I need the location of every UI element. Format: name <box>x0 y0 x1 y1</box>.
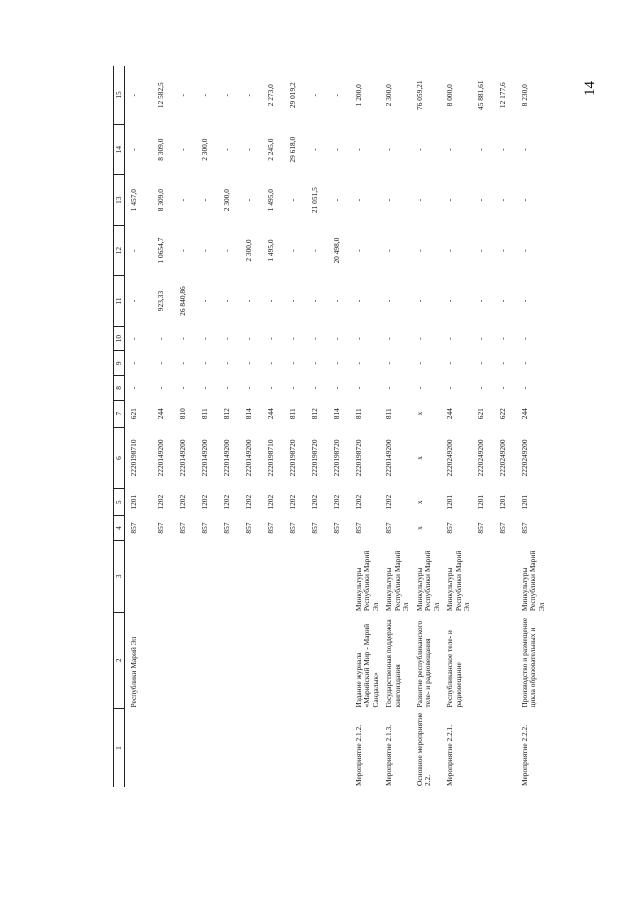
cell-col-13: - <box>497 198 507 202</box>
cell-col-12: - <box>414 249 424 252</box>
cell-col-13: 1 495,0 <box>265 189 275 212</box>
cell-col-2 <box>494 612 516 708</box>
cell-col-12: - <box>129 249 138 252</box>
cell-col-6: x <box>414 456 424 460</box>
col-header: 3 <box>114 540 125 612</box>
cell-col-10: - <box>384 337 394 340</box>
cell-col-11: - <box>221 299 231 303</box>
cell-col-7: 621 <box>129 408 138 420</box>
cell-col-3: Минкультуры Республики Марий Эл <box>519 550 546 612</box>
cell-col-4: 857 <box>177 522 187 534</box>
cell-col-15: - <box>221 93 231 97</box>
cell-col-4: 857 <box>475 522 485 534</box>
cell-col-10: - <box>221 337 231 340</box>
cell-col-8: - <box>287 386 297 390</box>
cell-col-3 <box>262 540 284 612</box>
cell-col-13: - <box>177 198 187 202</box>
cell-col-8: - <box>475 386 485 390</box>
cell-col-7: 244 <box>519 408 529 420</box>
cell-col-9: - <box>519 362 529 365</box>
cell-col-13: - <box>199 198 209 202</box>
cell-col-2: Издание журнала «Марийский Мир - Марий Сандалык» <box>353 623 380 708</box>
cell-col-2: Государственная поддержка книгоиздания <box>384 619 402 708</box>
cell-col-8: - <box>519 386 529 390</box>
cell-col-14: - <box>177 148 187 151</box>
cell-col-9: - <box>414 362 424 365</box>
cell-col-15: 2 300,0 <box>384 84 394 107</box>
cell-col-12: - <box>221 249 231 252</box>
cell-col-7: 811 <box>287 408 297 420</box>
cell-col-7: 814 <box>243 408 253 420</box>
cell-col-8: - <box>243 386 253 390</box>
cell-col-15: - <box>309 93 319 97</box>
cell-col-11: - <box>129 299 138 303</box>
table-row <box>328 66 350 787</box>
cell-col-3: Минкультуры Республики Марий Эл <box>384 550 411 612</box>
cell-col-14: - <box>353 148 363 151</box>
cell-col-4: 857 <box>221 522 231 534</box>
cell-col-15: - <box>199 93 209 97</box>
cell-col-8: - <box>384 386 394 390</box>
cell-col-12: - <box>384 249 394 252</box>
cell-col-12: - <box>497 249 507 252</box>
cell-col-1 <box>218 709 240 787</box>
cell-col-7: 811 <box>199 408 209 420</box>
budget-table <box>113 66 546 787</box>
cell-col-5: 1202 <box>287 494 297 510</box>
cell-col-5: 1201 <box>519 494 529 510</box>
cell-col-15: 12 177,6 <box>497 82 507 109</box>
cell-col-2 <box>174 612 196 708</box>
col-header: 10 <box>114 326 125 351</box>
col-header: 4 <box>114 516 125 541</box>
cell-col-2 <box>284 612 306 708</box>
cell-col-1 <box>328 709 350 787</box>
cell-col-6: 2220149200 <box>177 439 187 477</box>
cell-col-4: 857 <box>155 522 165 534</box>
cell-col-13: 2 300,0 <box>221 189 231 212</box>
cell-col-14: 8 309,0 <box>155 138 165 161</box>
cell-col-12: - <box>177 249 187 252</box>
cell-col-15: - <box>331 93 341 97</box>
cell-col-5: 1201 <box>475 494 485 510</box>
cell-col-8: - <box>309 386 319 390</box>
col-header: 9 <box>114 351 125 376</box>
table-row <box>306 66 328 787</box>
cell-col-3: Минкультуры Республики Марий Эл <box>353 550 380 612</box>
col-header: 5 <box>114 489 125 516</box>
cell-col-11: - <box>199 299 209 303</box>
cell-col-3 <box>196 540 218 612</box>
cell-col-2 <box>472 612 494 708</box>
col-header: 8 <box>114 376 125 401</box>
cell-col-12: - <box>519 249 529 252</box>
cell-col-1 <box>262 709 284 787</box>
cell-col-6: 2220249200 <box>475 439 485 477</box>
cell-col-9: - <box>177 362 187 365</box>
col-header: 7 <box>114 400 125 427</box>
cell-col-9: - <box>287 362 297 365</box>
cell-col-12: 20 498,0 <box>331 237 341 264</box>
cell-col-15: - <box>243 93 253 97</box>
cell-col-14: - <box>309 148 319 151</box>
col-header: 6 <box>114 427 125 489</box>
cell-col-12: - <box>353 249 363 252</box>
cell-col-12: 2 300,0 <box>243 239 253 262</box>
cell-col-9: - <box>353 362 363 365</box>
cell-col-11: - <box>331 299 341 303</box>
cell-col-6: 2220198710 <box>129 439 138 477</box>
cell-col-11: - <box>445 299 455 303</box>
cell-col-10: - <box>445 337 455 340</box>
cell-col-8: - <box>129 386 138 390</box>
cell-col-4: 857 <box>199 522 209 534</box>
cell-col-8: - <box>177 386 187 390</box>
cell-col-12: 1 0654,7 <box>155 237 165 264</box>
table-row <box>174 66 196 787</box>
cell-col-10: - <box>155 337 165 340</box>
cell-col-3 <box>306 540 328 612</box>
cell-col-15: 45 881,61 <box>475 80 485 110</box>
cell-col-3 <box>494 540 516 612</box>
cell-col-15: 29 019,2 <box>287 82 297 109</box>
table-row <box>350 66 381 787</box>
header-row <box>114 66 125 787</box>
cell-col-9: - <box>475 362 485 365</box>
cell-col-8: - <box>445 386 455 390</box>
cell-col-10: - <box>353 337 363 340</box>
cell-col-10: - <box>199 337 209 340</box>
cell-col-5: 1202 <box>384 494 394 510</box>
cell-col-5: 1202 <box>353 494 363 510</box>
cell-col-14: 29 618,0 <box>287 136 297 163</box>
cell-col-10: - <box>414 337 424 340</box>
cell-col-3 <box>174 540 196 612</box>
cell-col-7: x <box>414 411 424 416</box>
cell-col-11: - <box>265 299 275 303</box>
cell-col-2: Республики Марий Эл <box>129 636 138 708</box>
cell-col-7: 811 <box>353 408 363 420</box>
cell-col-9: - <box>497 362 507 365</box>
cell-col-13: 1 457,0 <box>129 189 138 212</box>
cell-col-14: - <box>445 148 455 151</box>
cell-col-6: 2220198720 <box>331 439 341 477</box>
cell-col-3: Минкультуры Республики Марий Эл <box>414 550 441 612</box>
cell-col-7: 814 <box>331 408 341 420</box>
cell-col-5: 1202 <box>221 494 231 510</box>
cell-col-2 <box>196 612 218 708</box>
cell-col-1 <box>494 709 516 787</box>
cell-col-6: 2220149200 <box>155 439 165 477</box>
cell-col-1 <box>125 709 152 787</box>
cell-col-1: Мероприятие 2.2.2. <box>519 724 529 786</box>
cell-col-2 <box>152 612 174 708</box>
cell-col-1 <box>284 709 306 787</box>
cell-col-4: 857 <box>384 522 394 534</box>
cell-col-9: - <box>221 362 231 365</box>
cell-col-9: - <box>384 362 394 365</box>
cell-col-3 <box>328 540 350 612</box>
cell-col-6: 2220249200 <box>497 439 507 477</box>
cell-col-14: - <box>414 148 424 151</box>
cell-col-1 <box>240 709 262 787</box>
table-row <box>152 66 174 787</box>
cell-col-10: - <box>331 337 341 340</box>
cell-col-11: - <box>384 299 394 303</box>
cell-col-15: 12 582,5 <box>155 82 165 109</box>
cell-col-5: 1202 <box>309 494 319 510</box>
cell-col-6: 2220149200 <box>199 439 209 477</box>
cell-col-15: 2 273,0 <box>265 84 275 107</box>
cell-col-11: - <box>475 299 485 303</box>
cell-col-12: - <box>445 249 455 252</box>
cell-col-5: 1202 <box>177 494 187 510</box>
cell-col-6: 2220198710 <box>265 439 275 477</box>
cell-col-14: 2 245,0 <box>265 138 275 161</box>
col-header: 14 <box>114 124 125 174</box>
cell-col-7: 811 <box>384 408 394 420</box>
cell-col-4: 857 <box>243 522 253 534</box>
cell-col-2 <box>328 612 350 708</box>
table-row <box>196 66 218 787</box>
cell-col-2 <box>218 612 240 708</box>
cell-col-13: 21 051,5 <box>309 187 319 214</box>
cell-col-1: Мероприятие 2.2.1. <box>445 724 455 786</box>
cell-col-2: Республиканское теле- и радиовещание <box>445 630 463 708</box>
cell-col-2: Производство и размещение цикла образовательных и <box>519 618 538 708</box>
cell-col-3 <box>284 540 306 612</box>
cell-col-11: - <box>519 299 529 303</box>
budget-table-rotated <box>113 66 553 787</box>
cell-col-4: 857 <box>129 522 138 534</box>
cell-col-7: 621 <box>475 408 485 420</box>
table-row <box>494 66 516 787</box>
cell-col-1 <box>174 709 196 787</box>
col-header: 15 <box>114 66 125 124</box>
table-row <box>516 66 547 787</box>
cell-col-13: - <box>475 198 485 202</box>
col-header: 12 <box>114 225 125 275</box>
cell-col-11: - <box>353 299 363 303</box>
cell-col-4: 857 <box>287 522 297 534</box>
cell-col-12: - <box>287 249 297 252</box>
cell-col-1: Мероприятие 2.1.2. <box>353 724 363 786</box>
cell-col-10: - <box>475 337 485 340</box>
cell-col-11: - <box>287 299 297 303</box>
cell-col-11: - <box>497 299 507 303</box>
cell-col-9: - <box>155 362 165 365</box>
cell-col-5: 1202 <box>199 494 209 510</box>
cell-col-9: - <box>243 362 253 365</box>
cell-col-9: - <box>331 362 341 365</box>
cell-col-6: 2220249200 <box>445 439 455 477</box>
cell-col-2 <box>240 612 262 708</box>
cell-col-9: - <box>445 362 455 365</box>
cell-col-13: - <box>445 198 455 202</box>
cell-col-3 <box>240 540 262 612</box>
cell-col-9: - <box>309 362 319 365</box>
cell-col-13: - <box>243 198 253 202</box>
cell-col-3 <box>218 540 240 612</box>
cell-col-9: - <box>265 362 275 365</box>
cell-col-4: x <box>414 526 424 530</box>
cell-col-2: Развитие республиканского теле- и радиовещания <box>414 620 433 708</box>
cell-col-5: 1201 <box>445 494 455 510</box>
cell-col-5: 1202 <box>155 494 165 510</box>
page-number: 14 <box>582 81 598 96</box>
cell-col-7: 244 <box>155 408 165 420</box>
table-row <box>284 66 306 787</box>
cell-col-6: 2220249200 <box>519 439 529 477</box>
cell-col-7: 812 <box>221 408 231 420</box>
cell-col-14: - <box>331 148 341 151</box>
cell-col-13: 8 309,0 <box>155 189 165 212</box>
cell-col-11: 923,33 <box>155 290 165 312</box>
cell-col-8: - <box>331 386 341 390</box>
col-header: 11 <box>114 276 125 326</box>
cell-col-4: 857 <box>309 522 319 534</box>
cell-col-11: - <box>243 299 253 303</box>
cell-col-7: 810 <box>177 408 187 420</box>
cell-col-5: 1202 <box>331 494 341 510</box>
cell-col-4: 857 <box>519 522 529 534</box>
cell-col-10: - <box>309 337 319 340</box>
cell-col-8: - <box>199 386 209 390</box>
cell-col-14: - <box>243 148 253 151</box>
cell-col-13: - <box>287 198 297 202</box>
table-row <box>441 66 472 787</box>
cell-col-12: - <box>199 249 209 252</box>
cell-col-10: - <box>129 337 138 340</box>
cell-col-2 <box>306 612 328 708</box>
cell-col-1 <box>196 709 218 787</box>
cell-col-15: - <box>129 93 138 97</box>
table-row <box>411 66 442 787</box>
cell-col-9: - <box>129 362 138 365</box>
cell-col-7: 812 <box>309 408 319 420</box>
table-row <box>125 66 152 787</box>
cell-col-7: 622 <box>497 408 507 420</box>
cell-col-3: Минкультуры Республики Марий Эл <box>445 550 472 612</box>
cell-col-1 <box>306 709 328 787</box>
cell-col-8: - <box>353 386 363 390</box>
cell-col-4: 857 <box>497 522 507 534</box>
cell-col-4: 857 <box>265 522 275 534</box>
table-row <box>262 66 284 787</box>
cell-col-4: 857 <box>331 522 341 534</box>
cell-col-9: - <box>199 362 209 365</box>
cell-col-10: - <box>177 337 187 340</box>
col-header: 1 <box>114 709 125 787</box>
cell-col-7: 244 <box>265 408 275 420</box>
cell-col-4: 857 <box>445 522 455 534</box>
cell-col-3 <box>125 540 152 612</box>
cell-col-10: - <box>287 337 297 340</box>
cell-col-11: - <box>309 299 319 303</box>
cell-col-2 <box>262 612 284 708</box>
cell-col-10: - <box>243 337 253 340</box>
cell-col-14: - <box>519 148 529 151</box>
cell-col-5: x <box>414 500 424 505</box>
table-body <box>125 66 547 787</box>
cell-col-11: 26 840,86 <box>177 286 187 316</box>
cell-col-10: - <box>265 337 275 340</box>
cell-col-15: 76 059,21 <box>414 80 424 110</box>
cell-col-14: - <box>221 148 231 151</box>
cell-col-5: 1201 <box>129 494 138 510</box>
cell-col-1 <box>152 709 174 787</box>
cell-col-8: - <box>265 386 275 390</box>
cell-col-12: - <box>309 249 319 252</box>
cell-col-14: 2 300,0 <box>199 138 209 161</box>
cell-col-8: - <box>155 386 165 390</box>
cell-col-6: 2220149200 <box>384 439 394 477</box>
cell-col-12: - <box>475 249 485 252</box>
cell-col-10: - <box>497 337 507 340</box>
cell-col-5: 1202 <box>243 494 253 510</box>
cell-col-10: - <box>519 337 529 340</box>
col-header: 2 <box>114 612 125 708</box>
cell-col-15: 1 200,0 <box>353 84 363 107</box>
cell-col-6: 2220149200 <box>221 439 231 477</box>
cell-col-14: - <box>129 148 138 151</box>
cell-col-6: 2220149200 <box>243 439 253 477</box>
cell-col-3 <box>152 540 174 612</box>
cell-col-6: 2220198720 <box>309 439 319 477</box>
cell-col-3 <box>472 540 494 612</box>
table-row <box>472 66 494 787</box>
cell-col-15: 8 000,0 <box>445 84 455 107</box>
table-row <box>218 66 240 787</box>
cell-col-13: - <box>353 198 363 202</box>
table-row <box>380 66 411 787</box>
cell-col-1: Основное мероприятие 2.2. <box>414 712 433 786</box>
cell-col-5: 1201 <box>497 494 507 510</box>
cell-col-5: 1202 <box>265 494 275 510</box>
cell-col-7: 244 <box>445 408 455 420</box>
cell-col-4: 857 <box>353 522 363 534</box>
cell-col-6: 2220198720 <box>287 439 297 477</box>
cell-col-13: - <box>414 198 424 202</box>
cell-col-8: - <box>497 386 507 390</box>
cell-col-13: - <box>384 198 394 202</box>
cell-col-1 <box>472 709 494 787</box>
cell-col-11: - <box>414 299 424 303</box>
cell-col-15: - <box>177 93 187 97</box>
cell-col-14: - <box>497 148 507 151</box>
cell-col-13: - <box>519 198 529 202</box>
cell-col-6: 2220198720 <box>353 439 363 477</box>
cell-col-13: - <box>331 198 341 202</box>
table-row <box>240 66 262 787</box>
cell-col-8: - <box>414 386 424 390</box>
col-header: 13 <box>114 175 125 225</box>
cell-col-14: - <box>475 148 485 151</box>
cell-col-14: - <box>384 148 394 151</box>
cell-col-15: 8 230,0 <box>519 84 529 107</box>
cell-col-12: 1 495,0 <box>265 239 275 262</box>
cell-col-8: - <box>221 386 231 390</box>
cell-col-1: Мероприятие 2.1.3. <box>384 724 394 786</box>
